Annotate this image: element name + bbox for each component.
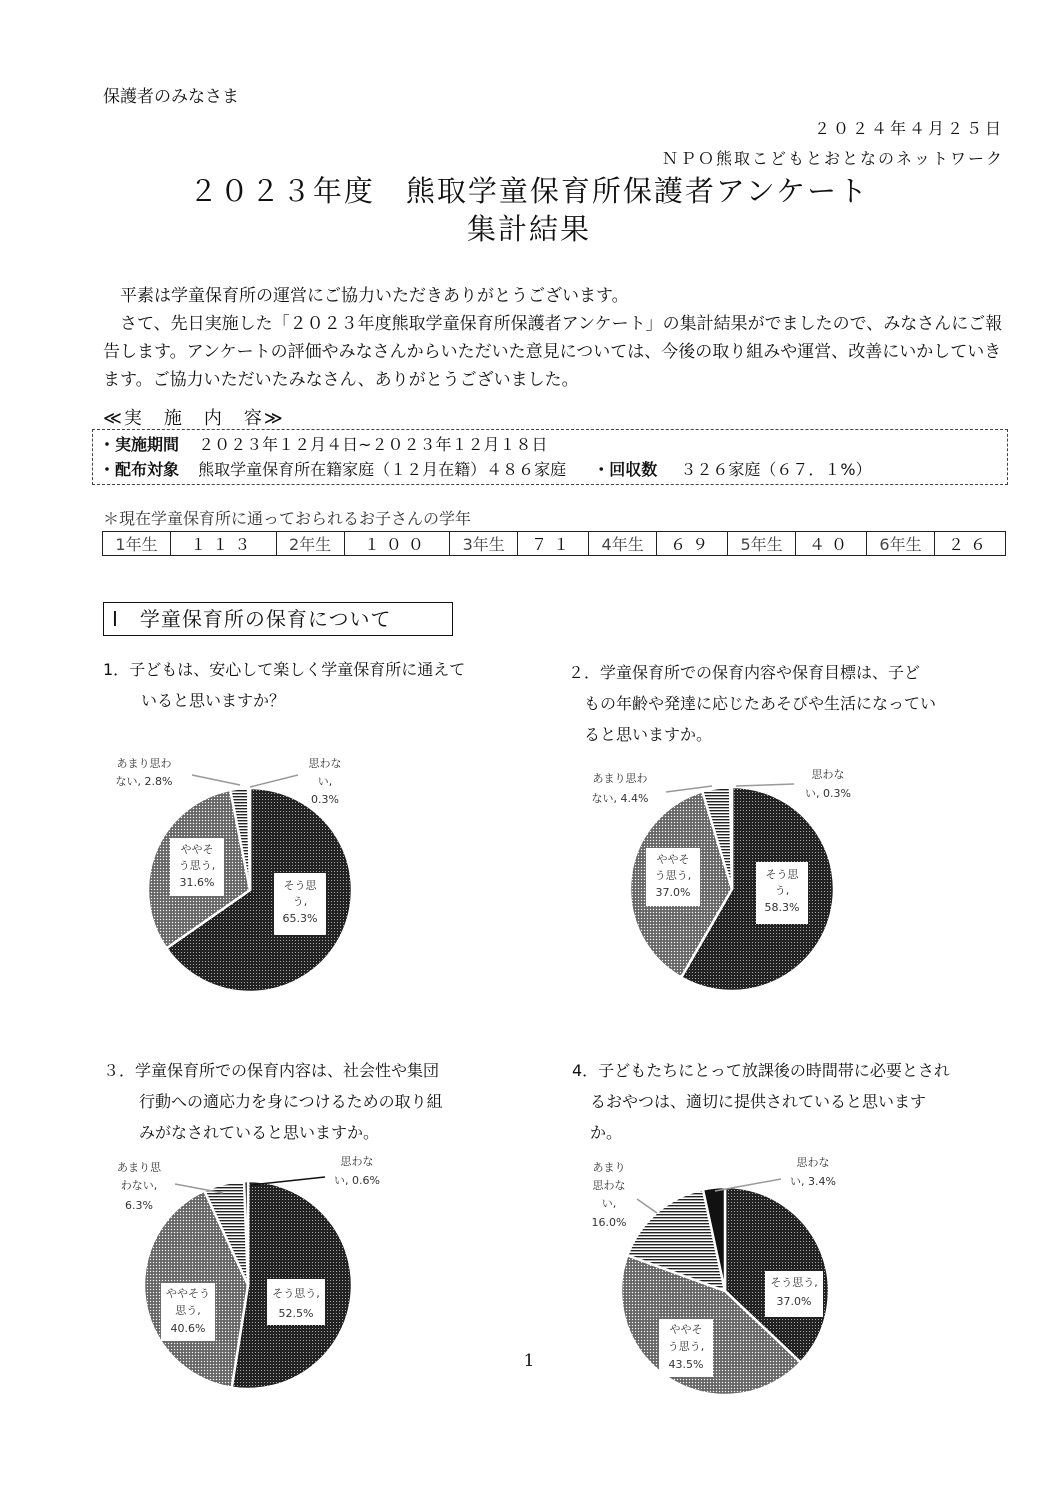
implementation-box (92, 429, 1008, 485)
svg-text:あまり思わ: あまり思わ (116, 757, 172, 770)
question-4 (572, 1055, 950, 1148)
label-yaya (161, 1283, 215, 1341)
question-line-3: みがなされていると思いますか。 (139, 1123, 380, 1142)
pie-chart-2 (584, 762, 884, 1032)
label-sou (274, 873, 326, 935)
grade-count: １１３ (171, 532, 277, 556)
document-date: ２０２４年４月２５日 (813, 119, 1004, 138)
svg-text:う思う,: う思う, (178, 859, 216, 872)
svg-text:う,: う, (774, 884, 790, 897)
svg-text:ややそ: ややそ (669, 1323, 703, 1336)
question-line-1: 学童保育所での保育内容や保育目標は、子ど (600, 663, 921, 682)
svg-text:思わな: 思わな (308, 757, 342, 770)
svg-text:40.6%: 40.6% (170, 1322, 206, 1335)
grade-row (103, 532, 1006, 556)
label-yaya (646, 848, 700, 906)
svg-text:い,: い, (317, 775, 333, 788)
grade-label: 4年生 (589, 532, 657, 556)
svg-text:65.3%: 65.3% (282, 912, 318, 925)
pie-chart-4 (575, 1151, 875, 1411)
period-value: ２０２３年１２月４日~２０２３年１２月１８日 (198, 435, 548, 454)
svg-text:う思う,: う思う, (667, 1340, 705, 1353)
question-line-2: いると思いますか？ (141, 691, 286, 710)
question-1 (103, 654, 465, 716)
svg-text:い, 0.3%: い, 0.3% (805, 787, 851, 800)
label-yaya (170, 838, 224, 896)
question-line-1: 子どもたちにとって放課後の時間帯に必要とされ (598, 1061, 950, 1080)
grade-label: 5年生 (728, 532, 796, 556)
svg-text:思う,: 思う, (175, 1304, 201, 1317)
svg-text:う,: う, (292, 895, 308, 908)
grade-note: ＊現在学童保育所に通っておられるお子さんの学年 (103, 509, 472, 528)
svg-text:37.0%: 37.0% (655, 886, 691, 899)
question-line-1: 子どもは、安心して楽しく学童保育所に通えて (129, 660, 466, 679)
question-number: ３． (103, 1061, 136, 1080)
svg-text:ない, 4.4%: ない, 4.4% (591, 792, 649, 805)
svg-text:37.0%: 37.0% (776, 1295, 812, 1308)
svg-text:あまり: あまり (592, 1161, 626, 1174)
svg-text:16.0%: 16.0% (591, 1216, 627, 1229)
implementation-heading: ≪実 施 内 容≫ (103, 408, 285, 429)
target-label: ・配布対象 (99, 460, 180, 479)
svg-text:そう思う,: そう思う, (272, 1287, 320, 1300)
grade-count: ６９ (657, 532, 728, 556)
svg-text:6.3%: 6.3% (125, 1199, 153, 1212)
question-3 (103, 1055, 443, 1148)
svg-text:ややそ: ややそ (180, 843, 214, 856)
svg-text:そう思: そう思 (765, 868, 799, 881)
svg-text:わない,: わない, (120, 1179, 158, 1192)
intro-paragraph-2: さて、先日実施した「２０２３年度熊取学童保育所保護者アンケート」の集計結果がでましたので、みなさんにご報告します。アンケートの評価やみなさんからいただいた意見については、今後の取り組みや運営、改善にいかしていきます。ご協力いただいたみなさん、ありがとうございました。 (103, 314, 1003, 390)
greeting: 保護者のみなさま (103, 87, 239, 107)
question-line-3: ると思いますか。 (584, 725, 713, 744)
collected-value: ３２６家庭（６７．１%） (680, 460, 872, 479)
svg-text:思わな: 思わな (340, 1155, 374, 1168)
svg-text:ややそう: ややそう (166, 1287, 210, 1300)
grade-count: １００ (344, 532, 450, 556)
svg-text:ややそ: ややそ (656, 853, 690, 866)
svg-text:58.3%: 58.3% (764, 901, 800, 914)
title-line-1: ２０２３年度 熊取学童保育所保護者アンケート (188, 174, 870, 208)
svg-text:0.3%: 0.3% (311, 793, 339, 806)
svg-text:思わな: 思わな (592, 1179, 626, 1192)
svg-text:う思う,: う思う, (654, 869, 692, 882)
label-sou (756, 862, 808, 924)
svg-text:52.5%: 52.5% (278, 1307, 314, 1320)
organization-name: ＮＰＯ熊取こどもとおとなのネットワーク (661, 149, 1004, 168)
svg-text:思わな: 思わな (811, 768, 845, 781)
target-value: 熊取学童保育所在籍家庭（１２月在籍）４８６家庭 (198, 460, 567, 479)
question-number: 4． (572, 1061, 599, 1080)
svg-text:31.6%: 31.6% (179, 876, 215, 889)
intro-text (103, 282, 1008, 394)
question-line-3: か。 (590, 1123, 623, 1142)
svg-text:い, 3.4%: い, 3.4% (790, 1175, 836, 1188)
question-line-2: 行動への適応力を身につけるための取り組 (139, 1092, 443, 1111)
label-sou (267, 1279, 325, 1325)
question-number: 1． (103, 660, 130, 679)
page-number: 1 (523, 1351, 535, 1371)
question-2 (568, 657, 936, 750)
label-sou (765, 1271, 823, 1317)
period-row (99, 432, 1001, 457)
grade-label: 6年生 (867, 532, 935, 556)
intro-paragraph-1: 平素は学童保育所の運営にご協力いただきありがとうございます。 (120, 286, 629, 306)
grade-count: ４０ (796, 532, 867, 556)
grade-count: ７１ (518, 532, 589, 556)
svg-text:43.5%: 43.5% (668, 1358, 704, 1371)
svg-text:ない, 2.8%: ない, 2.8% (115, 775, 173, 788)
svg-text:そう思: そう思 (283, 879, 317, 892)
grade-label: 2年生 (276, 532, 344, 556)
title-line-2: 集計結果 (466, 212, 591, 246)
svg-text:思わな: 思わな (796, 1156, 830, 1169)
pie-chart-3 (99, 1151, 399, 1411)
question-line-2: もの年齢や発達に応じたあそびや生活になってい (584, 694, 937, 713)
svg-text:い,: い, (601, 1197, 617, 1210)
svg-text:い, 0.6%: い, 0.6% (334, 1174, 380, 1187)
collected-label: ・回収数 (593, 460, 658, 479)
document-title (0, 172, 1058, 248)
section-1-title: Ⅰ 学童保育所の保育について (103, 602, 453, 636)
pie-chart-1 (100, 745, 400, 1015)
grade-label: 3年生 (450, 532, 518, 556)
grade-label: 1年生 (103, 532, 171, 556)
question-number: ２． (568, 663, 601, 682)
target-row (99, 457, 1001, 482)
svg-text:あまり思: あまり思 (117, 1161, 161, 1174)
period-label: ・実施期間 (99, 435, 180, 454)
question-line-1: 学童保育所での保育内容は、社会性や集団 (135, 1061, 440, 1080)
grade-table (102, 531, 1006, 556)
question-line-2: るおやつは、適切に提供されていると思います (590, 1092, 927, 1111)
svg-text:そう思う,: そう思う, (770, 1276, 818, 1289)
svg-text:あまり思わ: あまり思わ (592, 772, 648, 785)
grade-count: ２６ (935, 532, 1006, 556)
